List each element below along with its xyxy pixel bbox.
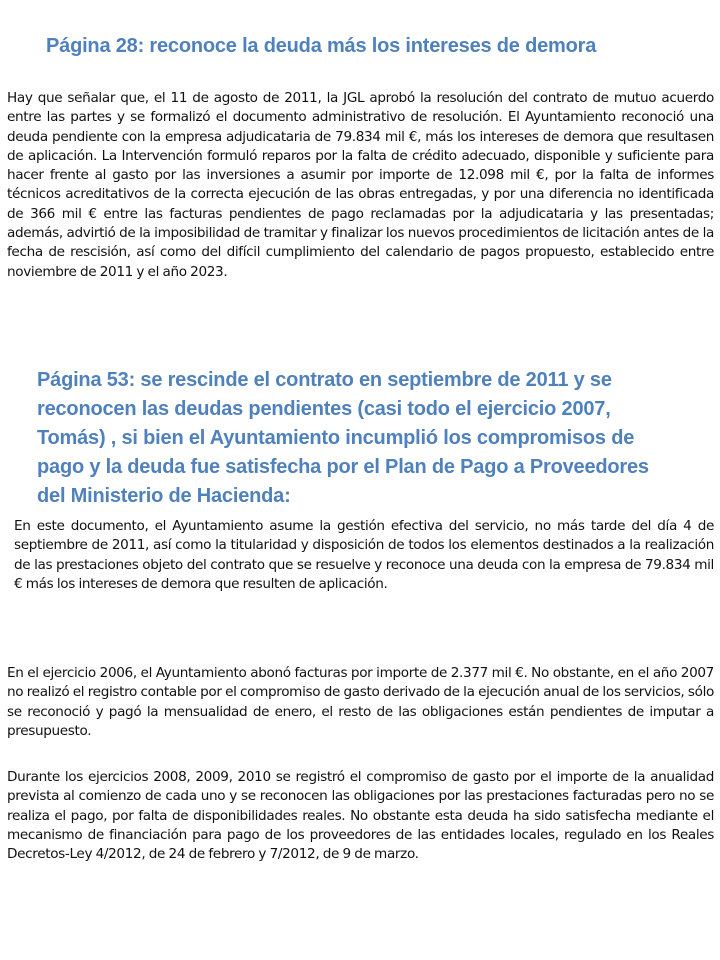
paragraph-exercises-2008-2010: Durante los ejercicios 2008, 2009, 2010 se registró el compromiso de gasto por el importe de la anualidad prevista al comienzo de cada uno y se reconocen las obligaciones por las prestaciones facturadas pero no se realiza el pago, por falta de disponibilidades reales. No obstante esta deuda ha sido satisfecha mediante el mecanismo de financiación para pago de los proveedores de las entidades locales, regulado en los Reales Decretos-Ley 4/2012, de 24 de febrero y 7/2012, de 9 de marzo. [7, 769, 714, 863]
heading-page-28: Página 28: reconoce la deuda más los intereses de demora [46, 35, 597, 57]
heading-page-53: Página 53: se rescinde el contrato en septiembre de 2011 y se reconocen las deudas pendientes (casi todo el ejercicio 2007, Tomás) , si bien el Ayuntamiento incumplió los compromisos de pago y la deuda fue satisfecha por el Plan de Pago a Proveedores del Ministerio de Hacienda: [37, 369, 649, 507]
paragraph-contract-resolution: Hay que señalar que, el 11 de agosto de 2011, la JGL aprobó la resolución del contrato de mutuo acuerdo entre las partes y se formalizó el documento administrativo de resolución. El Ayuntamiento reconoció una deuda pendiente con la empresa adjudicataria de 79.834 mil €, más los intereses de demora que resultasen de aplicación. La Intervención formuló reparos por la falta de crédito adecuado, disponible y suficiente para hacer frente al gasto por las inversiones a asumir por importe de 12.098 mil €, por la falta de informes técnicos acreditativos de la correcta ejecución de las obras entregadas, y por una diferencia no identificada de 366 mil € entre las facturas pendientes de pago reclamadas por la adjudicataria y las presentadas; además, advirtió de la imposibilidad de tramitar y finalizar los nuevos procedimientos de licitación antes de la fecha de rescisión, así como del difícil cumplimiento del calendario de pagos propuesto, establecido entre noviembre de 2011 y el año 2023. [7, 90, 714, 280]
paragraph-exercise-2006: En el ejercicio 2006, el Ayuntamiento abonó facturas por importe de 2.377 mil €. No obstante, en el año 2007 no realizó el registro contable por el compromiso de gasto derivado de la ejecución anual de los servicios, sólo se reconoció y pagó la mensualidad de enero, el resto de las obligaciones están pendientes de imputar a presupuesto. [7, 665, 714, 739]
paragraph-document-quote: En este documento, el Ayuntamiento asume la gestión efectiva del servicio, no más tarde del día 4 de septiembre de 2011, así como la titularidad y disposición de todos los elementos destinados a la realización de las prestaciones objeto del contrato que se resuelve y reconoce una deuda con la empresa de 79.834 mil € más los intereses de demora que resulten de aplicación. [14, 518, 714, 592]
